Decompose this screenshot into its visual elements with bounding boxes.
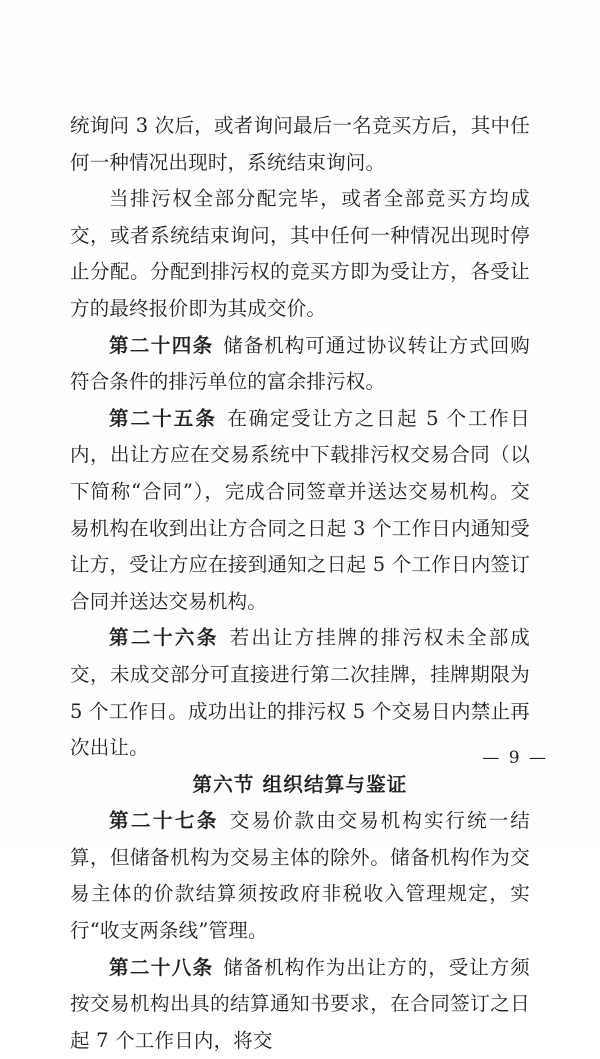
article-label: 第二十四条 [109,333,214,357]
article-text: 储备机构可通过协议转让方式回购符合条件的排污单位的富余排污权。 [70,333,530,394]
article-paragraph [70,620,530,766]
article-paragraph [70,950,530,1059]
article-text: 交易价款由交易机构实行统一结算，但储备机构为交易主体的除外。储备机构作为交易主体的价款结算须按政府非税收入管理规定，实行“收支两条线”管理。 [70,809,530,943]
article-paragraph [70,328,530,401]
article-label: 第二十七条 [109,809,219,833]
article-label: 第二十六条 [109,626,219,650]
body-paragraph: 统询问 3 次后，或者询问最后一名竞买方后，其中任何一种情况出现时，系统结束询问。 [70,114,530,174]
article-text: 在确定受让方之日起 5 个工作日内，出让方应在交易系统中下载排污权交易合同（以下简称“合同”），完成合同签章并送达交易机构。交易机构在收到出让方合同之日起 3 个工作日内通知受让方，受让方应在接到通知之日起 5 个工作日内签订合同并送达交易机构。 [70,406,530,613]
page-number: — 9 — [482,748,548,768]
article-paragraph [70,803,530,949]
article-text: 若出让方挂牌的排污权未全部成交，未成交部分可直接进行第二次挂牌，挂牌期限为 5 个工作日。成功出让的排污权 5 个交易日内禁止再次出让。 [70,626,530,760]
article-label: 第二十八条 [109,955,214,979]
body-paragraph: 当排污权全部分配完毕，或者全部竞买方均成交，或者系统结束询问，其中任何一种情况出现时停止分配。分配到排污权的竞买方即为受让方，各受让方的最终报价即为其成交价。 [70,187,530,320]
article-text: 储备机构作为出让方的，受让方须按交易机构出具的结算通知书要求，在合同签订之日起 7 个工作日内，将交 [70,955,530,1052]
article-paragraph [70,401,530,621]
document-body [70,108,530,1059]
article-label: 第二十五条 [109,406,217,430]
section-heading: 第六节 组织结算与鉴证 [192,772,408,796]
